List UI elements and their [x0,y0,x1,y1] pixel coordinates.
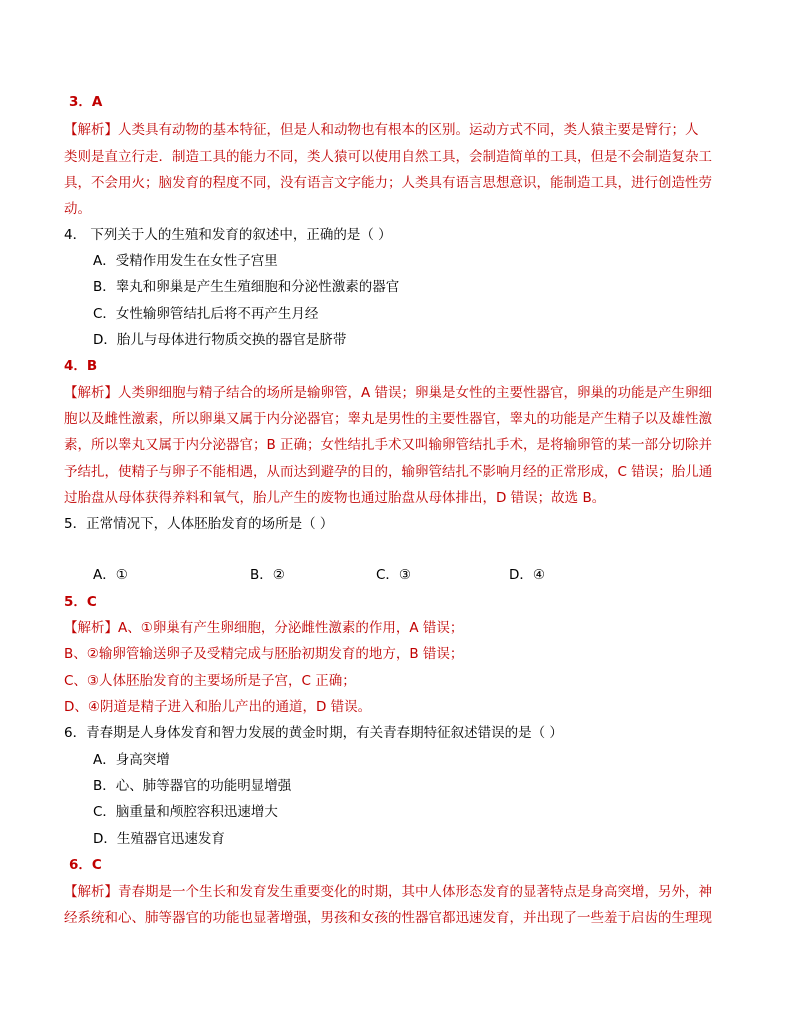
q5-answer: 5．C [64,594,97,610]
q4-analysis-line: 【解析】人类卵细胞与精子结合的场所是输卵管，A 错误；卵巢是女性的主要性器官，卵巢的功能是产生卵细 [64,385,713,401]
q6-option-b: B．心、肺等器官的功能明显增强 [93,778,292,794]
q3-analysis-line: 【解析】人类具有动物的基本特征，但是人和动物也有根本的区别。运动方式不同，类人猿主要是臂行；人 [64,122,699,138]
q4-answer: 4．B [64,358,98,374]
q4-analysis-line: 胞以及雌性激素，所以卵巢又属于内分泌器官；睾丸是男性的主要性器官，睾丸的功能是产生精子以及雄性激 [64,411,712,427]
q5-analysis-line: D、④阴道是精子进入和胎儿产出的通道，D 错误。 [64,699,372,715]
q3-analysis-line: 类则是直立行走．制造工具的能力不同，类人猿可以使用自然工具，会制造简单的工具，但是不会制造复杂工 [64,149,712,165]
q3-analysis-line: 动。 [64,201,91,217]
q4-analysis-line: 素，所以睾丸又属于内分泌器官；B 正确；女性结扎手术又叫输卵管结扎手术，是将输卵管的某一部分切除并 [64,437,713,453]
q5-analysis-line: 【解析】A、①卵巢有产生卵细胞，分泌雌性激素的作用，A 错误； [64,620,464,636]
q6-analysis-line: 【解析】青春期是一个生长和发育发生重要变化的时期，其中人体形态发育的显著特点是身高突增，另外，神 [64,884,712,900]
q4-option-c: C．女性输卵管结扎后将不再产生月经 [93,306,319,322]
q6-option-d: D．生殖器官迅速发育 [93,831,225,847]
q4-analysis-line: 过胎盘从母体获得养料和氧气，胎儿产生的废物也通过胎盘从母体排出，D 错误；故选 B。 [64,490,606,506]
q5-option-c: C．③ [376,567,412,583]
q4-question: 4． 下列关于人的生殖和发育的叙述中，正确的是（ ） [64,227,392,243]
q3-answer: 3．A [69,94,103,110]
q3-analysis-line: 具，不会用火；脑发育的程度不同，没有语言文字能力；人类具有语言思想意识，能制造工具，进行创造性劳 [64,175,712,191]
q6-analysis-line: 经系统和心、肺等器官的功能也显著增强，男孩和女孩的性器官都迅速发育，并出现了一些羞于启齿的生理现 [64,910,712,926]
q5-analysis-line: C、③人体胚胎发育的主要场所是子宫，C 正确； [64,673,356,689]
q4-option-d: D．胎儿与母体进行物质交换的器官是脐带 [93,332,347,348]
q4-analysis-line: 予结扎，使精子与卵子不能相遇，从而达到避孕的目的，输卵管结扎不影响月经的正常形成，C 错误；胎儿通 [64,464,713,480]
q5-analysis-line: B、②输卵管输送卵子及受精完成与胚胎初期发育的地方，B 错误； [64,646,464,662]
q5-option-d: D．④ [509,567,545,583]
q6-question: 6．青春期是人身体发育和智力发展的黄金时期，有关青春期特征叙述错误的是（ ） [64,725,563,741]
q5-question: 5．正常情况下，人体胚胎发育的场所是（ ） [64,516,334,532]
q5-option-b: B．② [250,567,285,583]
q6-option-a: A．身高突增 [93,752,170,768]
q5-option-a: A．① [93,567,128,583]
q4-option-b: B．睾丸和卵巢是产生生殖细胞和分泌性激素的器官 [93,279,400,295]
q6-option-c: C．脑重量和颅腔容积迅速增大 [93,804,278,820]
q6-answer: 6．C [69,857,102,873]
q4-option-a: A．受精作用发生在女性子宫里 [93,253,278,269]
